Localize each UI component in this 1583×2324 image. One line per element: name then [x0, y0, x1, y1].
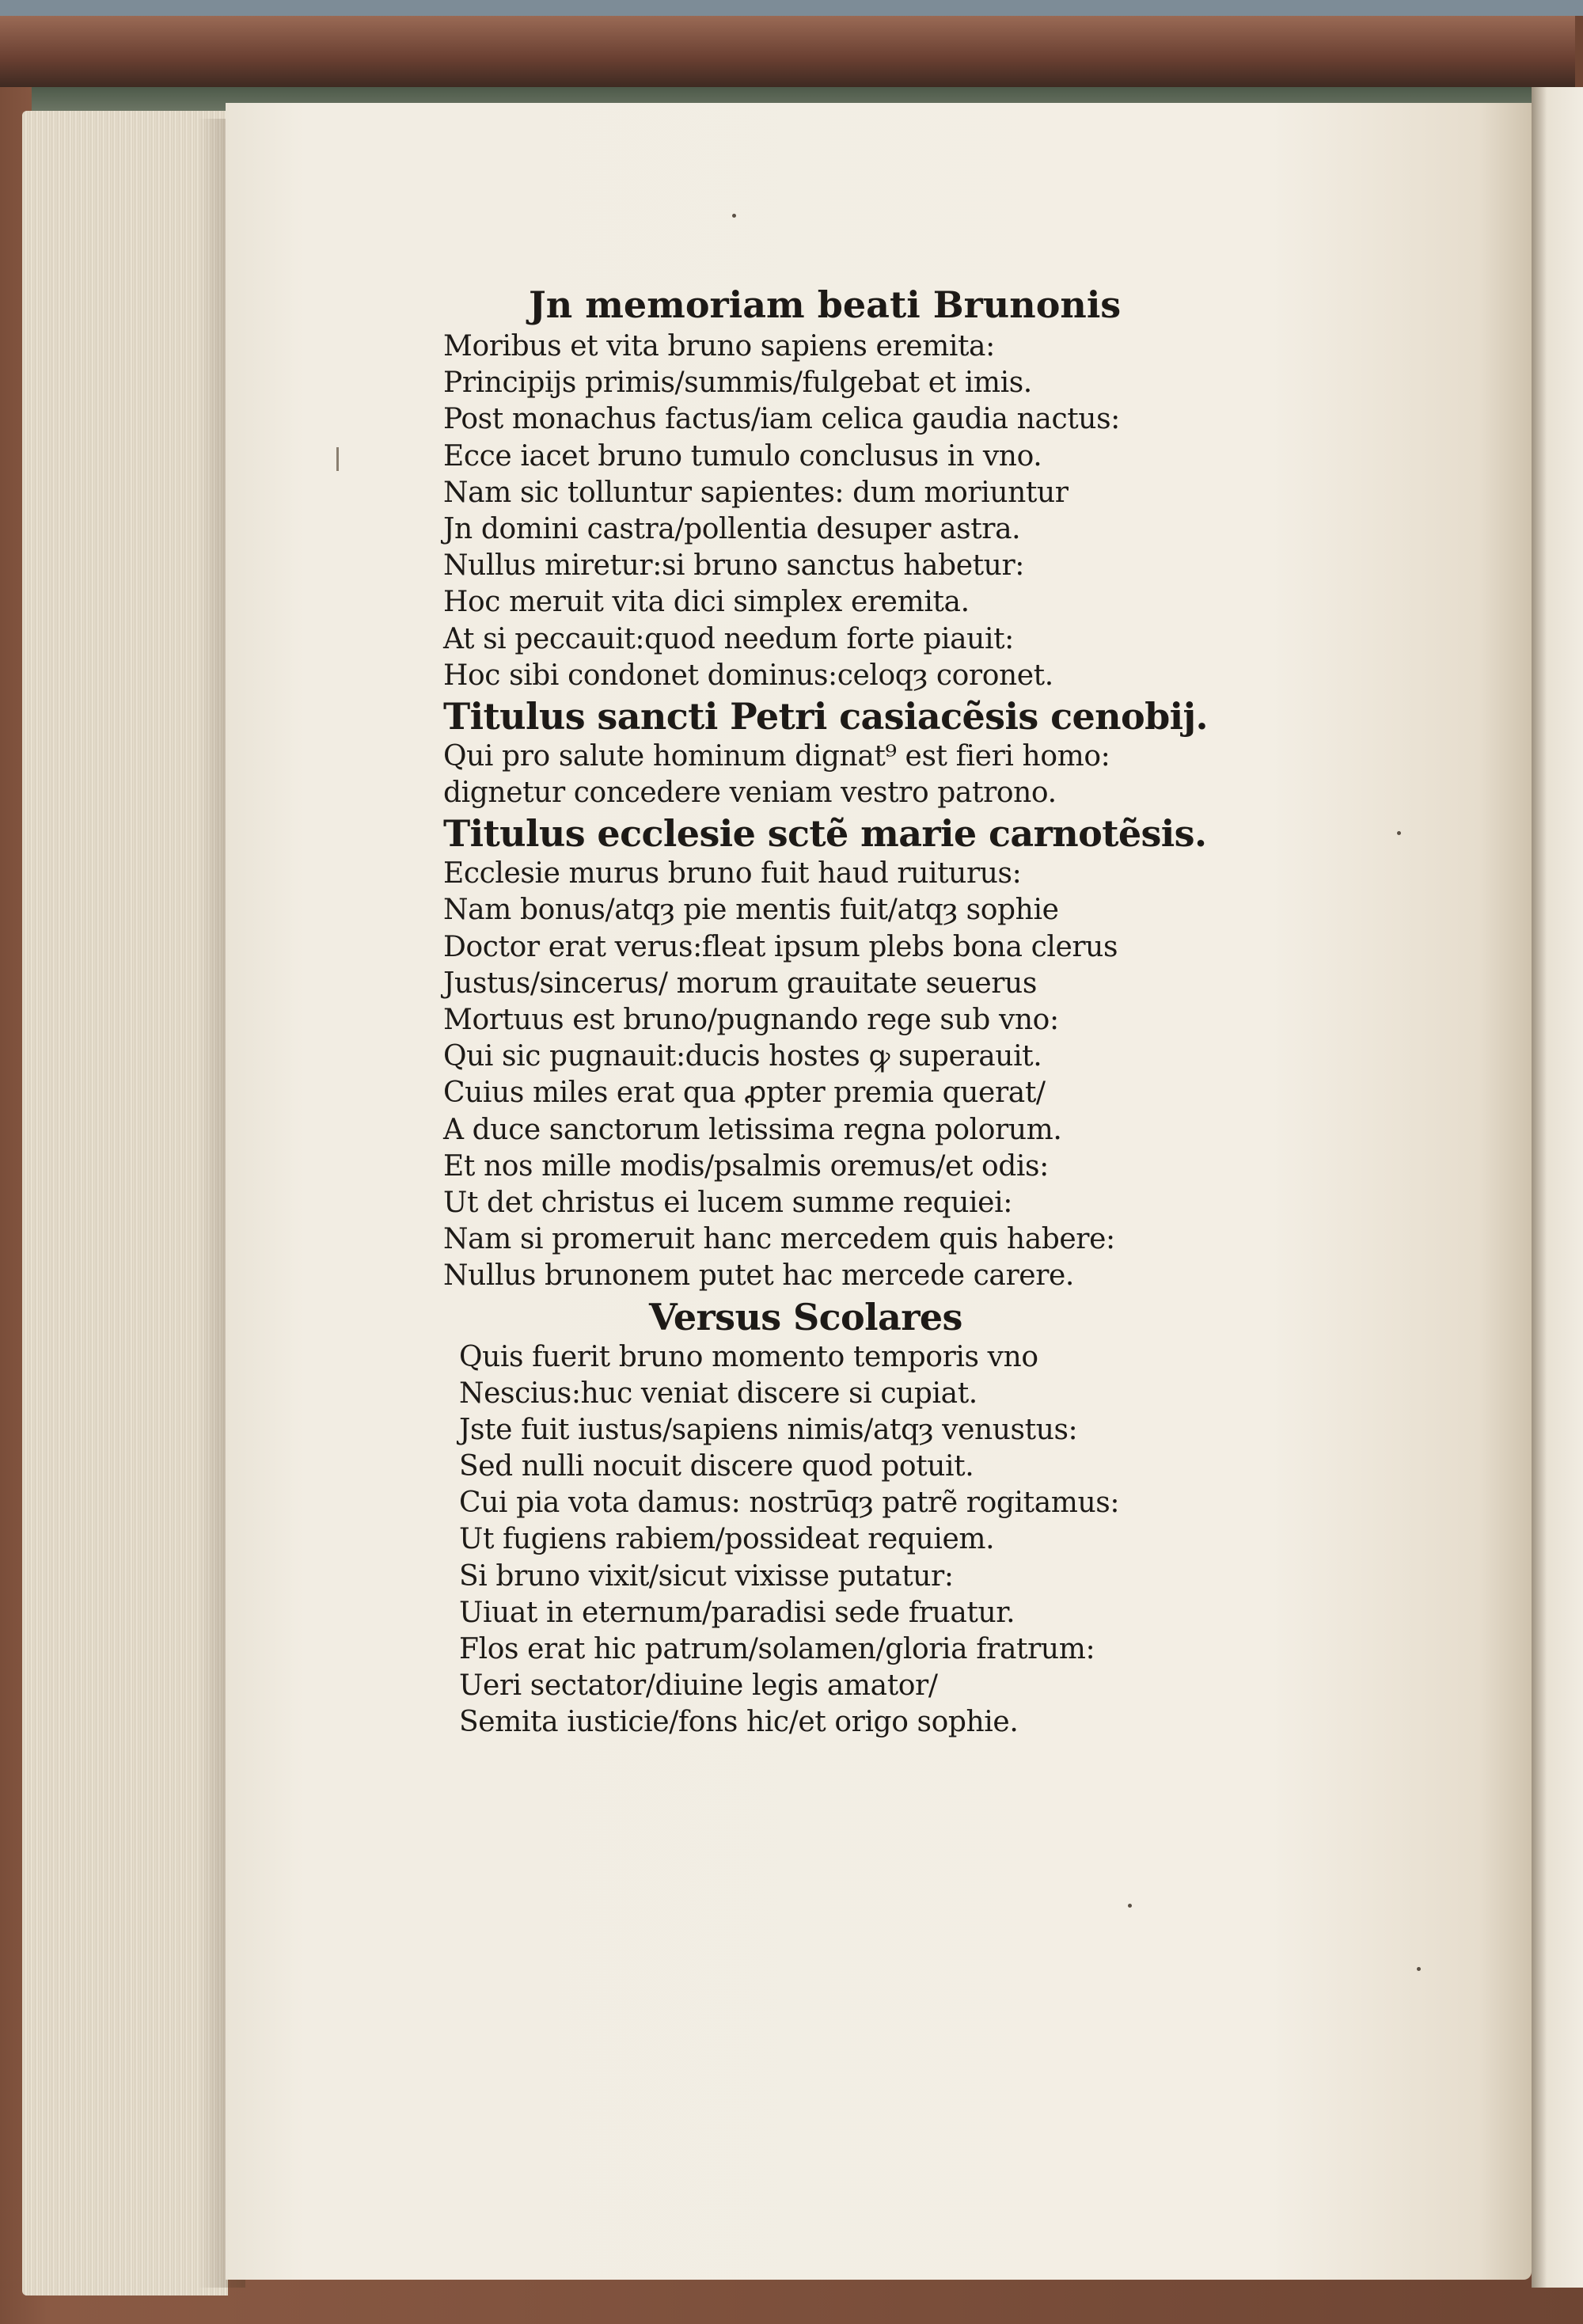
- ink-speck: [732, 214, 736, 218]
- text-line: At si peccauit:quod needum forte piauit:: [443, 622, 1014, 655]
- petri-section: [443, 739, 1274, 811]
- text-line: Hoc sibi condonet dominus:celoqȝ coronet.: [443, 659, 1053, 692]
- text-line: Nullus miretur:si bruno sanctus habetur:: [443, 549, 1024, 583]
- text-line: Ueri sectator/diuine legis amator/: [459, 1669, 938, 1703]
- text-line: Qui sic pugnauit:ducis hostes ꝙ superauit.: [443, 1040, 1042, 1073]
- book-top-edge: [0, 16, 1575, 87]
- text-line: Principijs primis/summis/fulgebat et imis.: [443, 366, 1032, 400]
- page-stack-fore-edge: [22, 111, 228, 2296]
- facing-page: [1532, 87, 1583, 2288]
- text-line: Cui pia vota damus: nostrūqȝ patrẽ rogitamus:: [459, 1487, 1120, 1520]
- marie-section: [443, 856, 1274, 1294]
- text-line: Sed nulli nocuit discere quod potuit.: [459, 1450, 974, 1483]
- text-line: Doctor erat verus:fleat ipsum plebs bona clerus: [443, 930, 1118, 963]
- text-line: Ecclesie murus bruno fuit haud ruiturus:: [443, 857, 1022, 890]
- text-line: Cuius miles erat qua ꝓpter premia querat/: [443, 1077, 1046, 1110]
- text-line: Nam bonus/atqȝ pie mentis fuit/atqȝ sophie: [443, 894, 1059, 927]
- text-line: Nam sic tolluntur sapientes: dum moriuntur: [443, 476, 1069, 509]
- text-line: Nam si promeruit hanc mercedem quis habere:: [443, 1223, 1115, 1256]
- text-line: Nullus brunonem putet hac mercede carere.: [443, 1259, 1074, 1293]
- text-line: dignetur concedere veniam vestro patrono.: [443, 777, 1057, 810]
- text-line: Qui pro salute hominum dignat⁹ est fieri homo:: [443, 739, 1110, 773]
- text-line: Ut det christus ei lucem summe requiei:: [443, 1186, 1012, 1219]
- text-line: Ut fugiens rabiem/possideat requiem.: [459, 1523, 995, 1556]
- text-line: Mortuus est bruno/pugnando rege sub vno:: [443, 1004, 1059, 1036]
- text-line: Hoc meruit vita dici simplex eremita.: [443, 586, 970, 619]
- ink-speck: [1397, 831, 1401, 835]
- heading-versus: Versus Scolares: [649, 1295, 962, 1339]
- margin-mark: [336, 447, 339, 471]
- heading-marie: Titulus ecclesie sctẽ marie carnotẽsis.: [443, 812, 1207, 856]
- text-line: Moribus et vita bruno sapiens eremita:: [443, 330, 995, 363]
- printed-text-block: [443, 281, 1274, 1741]
- ink-speck: [1417, 1967, 1421, 1971]
- text-line: Si bruno vixit/sicut vixisse putatur:: [459, 1559, 954, 1593]
- text-line: Flos erat hic patrum/solamen/gloria fratrum:: [459, 1633, 1095, 1665]
- text-line: Uiuat in eternum/paradisi sede fruatur.: [459, 1596, 1015, 1629]
- text-line: Semita iusticie/fons hic/et origo sophie.: [459, 1706, 1019, 1739]
- ink-speck: [1128, 1904, 1132, 1908]
- heading-petri: Titulus sancti Petri casiacẽsis cenobij.: [443, 694, 1208, 738]
- text-line: Jste fuit iustus/sapiens nimis/atqȝ venustus:: [459, 1413, 1078, 1446]
- text-line: Post monachus factus/iam celica gaudia nactus:: [443, 403, 1120, 436]
- text-line: Justus/sincerus/ morum grauitate seuerus: [443, 966, 1037, 1000]
- text-line: Et nos mille modis/psalmis oremus/et odis:: [443, 1149, 1049, 1183]
- epitaph-section: [443, 328, 1274, 694]
- page-title: Jn memoriam beati Brunonis: [529, 283, 1122, 326]
- text-line: Ecce iacet bruno tumulo conclusus in vno.: [443, 439, 1042, 473]
- versus-section: [443, 1339, 1274, 1741]
- text-line: Jn domini castra/pollentia desuper astra.: [443, 512, 1021, 545]
- text-line: Quis fuerit bruno momento temporis vno: [459, 1340, 1038, 1373]
- text-line: A duce sanctorum letissima regna polorum.: [443, 1113, 1062, 1146]
- text-line: Nescius:huc veniat discere si cupiat.: [459, 1377, 978, 1410]
